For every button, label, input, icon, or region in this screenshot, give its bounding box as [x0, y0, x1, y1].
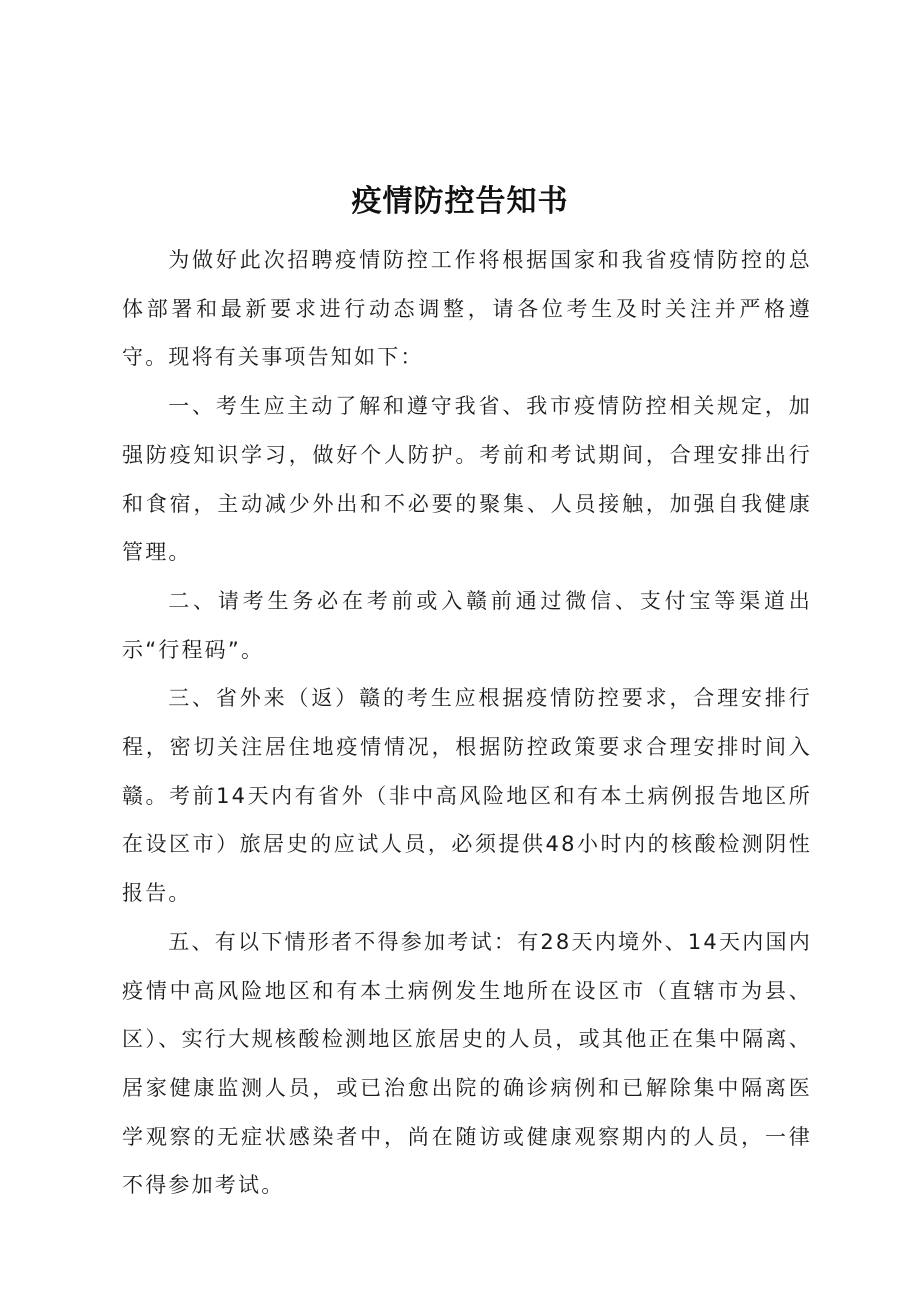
- paragraph-intro: 为做好此次招聘疫情防控工作将根据国家和我省疫情防控的总体部署和最新要求进行动态调整，请各位考生及时关注并严格遵守。现将有关事项告知如下：: [122, 248, 812, 370]
- document-body: [122, 236, 812, 1210]
- paragraph-item-5: 五、有以下情形者不得参加考试：有28天内境外、14天内国内疫情中高风险地区和有本土病例发生地所在设区市（直辖市为县、区）、实行大规核酸检测地区旅居史的人员，或其他正在集中隔离、居家健康监测人员，或已治愈出院的确诊病例和已解除集中隔离医学观察的无症状感染者中，尚在随访或健康观察期内的人员，一律不得参加考试。: [122, 929, 812, 1198]
- paragraph-item-2: 二、请考生务必在考前或入赣前通过微信、支付宝等渠道出示“行程码”。: [122, 588, 812, 662]
- document-title: 疫情防控告知书: [351, 184, 569, 220]
- paragraph-item-1: 一、考生应主动了解和遵守我省、我市疫情防控相关规定，加强防疫知识学习，做好个人防护。考前和考试期间，合理安排出行和食宿，主动减少外出和不必要的聚集、人员接触，加强自我健康管理。: [122, 394, 812, 565]
- paragraph-item-3: 三、省外来（返）赣的考生应根据疫情防控要求，合理安排行程，密切关注居住地疫情情况，根据防控政策要求合理安排时间入赣。考前14天内有省外（非中高风险地区和有本土病例报告地区所在设区市）旅居史的应试人员，必须提供48小时内的核酸检测阴性报告。: [122, 686, 812, 906]
